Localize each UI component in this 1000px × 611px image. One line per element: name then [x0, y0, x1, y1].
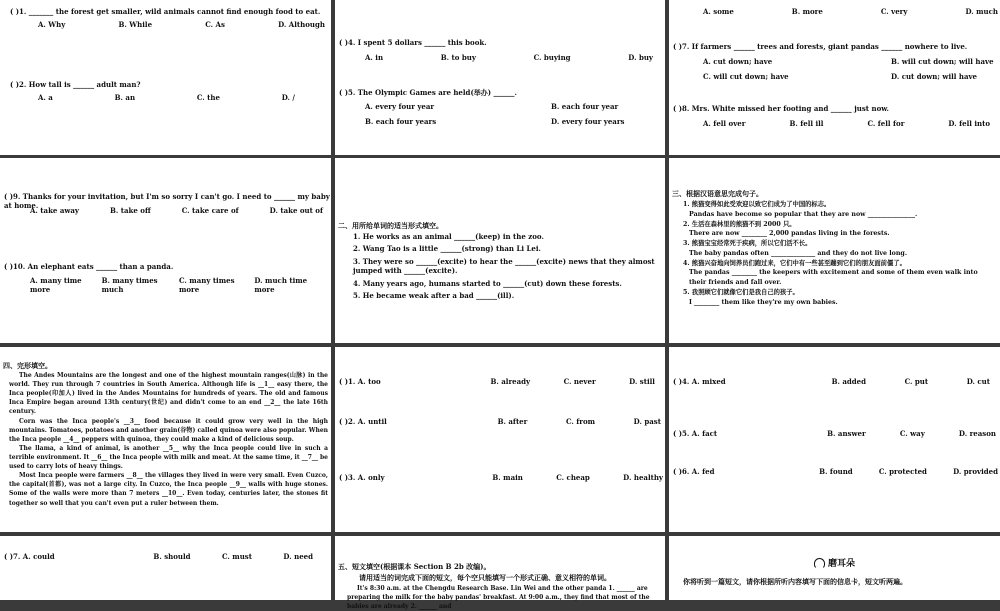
passage-paragraph: Most Inca people were farmers __8__ the villages they lived in were very small. Even Cuzco, the capital(首都), was not a large city. In Cuzco, the Inca people __9__ walls with huge stones. Some of the walls were more than 7 meters __10__. Even today, centuries later, the stones fit together so well that you can't even put a ruler between them.	[9, 472, 328, 507]
option: C. buying	[533, 53, 571, 62]
option: C. protected	[878, 467, 927, 476]
option: D. Although	[278, 20, 325, 29]
question-7: ( )7. If farmers ______ trees and forests, giant pandas ______ nowhere to live.	[673, 42, 968, 51]
headphone-icon	[814, 558, 825, 569]
slide-4	[0, 158, 331, 343]
passage-paragraph: The Andes Mountains are the longest and one of the highest mountain ranges(山脉) in the world. They run through 7 countries in South America. Although life is __1__ easy there, the Inca people(印加人) lived in the Andes Mountains for hundreds of years. The old and famous Inca Empire began around 13th century(世纪) and didn't come to an end __2__ the late 16th century.	[9, 372, 328, 416]
option: C. never	[563, 377, 596, 386]
section-title: 磨耳朵	[827, 559, 855, 569]
cloze-question: ( )4. A. mixed	[673, 377, 726, 386]
slide-1	[0, 0, 331, 155]
translate-en: There are now ________ 2,000 pandas living in the forests.	[689, 230, 890, 238]
translate-en: Pandas have become so popular that they are now _______________.	[689, 210, 918, 218]
cloze-question: ( )2. A. until	[339, 417, 387, 426]
option: D. much	[965, 7, 998, 16]
translate-en: The pandas ________ the keepers with excitement and some of them even walk into their friends and fall over.	[689, 269, 978, 286]
option: C. put	[904, 377, 929, 386]
option: C. fell for	[867, 119, 905, 128]
question-2: ( )2. How tall is ______ adult man?	[10, 80, 141, 89]
section-title: 四、完形填空。	[3, 361, 52, 370]
option: B. after	[497, 417, 528, 426]
option: D. /	[281, 93, 295, 102]
slide-10	[0, 536, 331, 600]
cloze-question: ( )7. A. could	[4, 552, 55, 561]
section-instructions: 你将听到一篇短文，请你根据所听内容填写下面的信息卡，短文听两遍。	[683, 577, 907, 586]
option: B. answer	[827, 429, 866, 438]
slide-6	[669, 158, 1000, 343]
option: A. in	[365, 53, 384, 62]
cloze-question: ( )6. A. fed	[673, 467, 715, 476]
translate-cn: 2. 生活在森林里的熊猫不到 2000 只。	[683, 220, 796, 228]
option: D. take out of	[269, 206, 323, 215]
option: A. every four year	[365, 102, 435, 111]
option: C. many times more	[178, 276, 235, 295]
section-instructions: 请用适当的词完成下面的短文，每个空只能填写一个形式正确、意义相符的单词。	[359, 573, 611, 582]
option: B. an	[114, 93, 136, 102]
option: D. much time more	[254, 276, 308, 295]
fill-item: 3. They were so ______(excite) to hear the ______(excite) news that they almost jumped with ______(excite).	[353, 256, 655, 276]
option: A. many time more	[30, 276, 82, 295]
cloze-question: ( )1. A. too	[339, 377, 381, 386]
section-title: 五、短文填空(根据课本 Section B 2b 改编)。	[338, 562, 491, 571]
option: B. found	[819, 467, 853, 476]
cloze-question: ( )3. A. only	[339, 473, 385, 482]
option: B. fell ill	[789, 119, 824, 128]
option: D. healthy	[623, 473, 663, 482]
option: D. every four years	[551, 117, 625, 126]
option: B. each four years	[365, 117, 437, 126]
option: A. cut down; have	[703, 57, 773, 66]
option: C. take care of	[181, 206, 239, 215]
passage-text: It's 8:30 a.m. at the Chengdu Research Base. Lin Wei and the other panda 1. ______ are preparing the milk for the baby pandas' breakfast. At 9:00 a.m., they find that most of the babies are already 2. ______ and	[347, 585, 650, 610]
slide-2	[335, 0, 665, 155]
option: B. already	[490, 377, 531, 386]
fill-item: 4. Many years ago, humans started to ______(cut) down these forests.	[353, 278, 622, 288]
cloze-question: ( )5. A. fact	[673, 429, 718, 438]
option: B. take off	[110, 206, 151, 215]
translate-en: I ________ them like they're my own babies.	[689, 298, 838, 306]
fill-item: 2. Wang Tao is a little ______(strong) than Li Lei.	[353, 244, 541, 254]
option: D. cut down; will have	[891, 72, 978, 81]
option: A. fell over	[703, 119, 746, 128]
option: A. some	[703, 7, 734, 16]
option: B. will cut down; will have	[891, 57, 994, 66]
option: D. fell into	[948, 119, 990, 128]
option: C. cheap	[556, 473, 590, 482]
option: B. more	[791, 7, 823, 16]
translate-cn: 1. 熊猫变得如此受欢迎以致它们成为了中国的标志。	[683, 201, 831, 208]
slide-9	[669, 347, 1000, 532]
slide-7	[0, 347, 331, 532]
option: C. way	[899, 429, 925, 438]
section-title: 三、根据汉语意思完成句子。	[672, 189, 763, 198]
option: D. reason	[958, 429, 996, 438]
option: D. past	[633, 417, 661, 426]
translate-cn: 5. 我照顾它们就像它们是我自己的孩子。	[683, 288, 799, 296]
option: C. from	[565, 417, 596, 426]
translate-cn: 4. 熊猫兴奋地向饲养员们跑过来，它们中有一些甚至蹦到它们的朋友面前僵了。	[683, 259, 906, 267]
option: A. a	[38, 93, 53, 102]
question-10: ( )10. An elephant eats ______ than a panda.	[4, 262, 174, 271]
option: B. should	[153, 552, 191, 561]
translate-cn: 3. 熊猫宝宝经常死于疾病，所以它们活不长。	[683, 240, 812, 247]
option: D. cut	[966, 377, 990, 386]
translate-en: The baby pandas often ______________ and they do not live long.	[689, 249, 908, 257]
slide-12	[669, 536, 1000, 600]
question-5: ( )5. The Olympic Games are held(举办) ______.	[339, 88, 517, 97]
passage-paragraph: The llama, a kind of animal, is another __5__ why the Inca people could live in such a terrible environment. It __6__ the Inca people with milk and meat. At the same time, it __7__ be used to carry lots of heavy things.	[9, 444, 328, 471]
option: A. Why	[38, 20, 66, 29]
slide-3	[669, 0, 1000, 155]
option: D. need	[283, 552, 313, 561]
section-title: 二、用所给单词的适当形式填空。	[338, 221, 443, 230]
option: B. main	[492, 473, 523, 482]
question-1: ( )1. _______ the forest get smaller, wild animals cannot find enough food to eat.	[10, 7, 321, 16]
option: B. added	[831, 377, 867, 386]
fill-item: 5. He became weak after a bad ______(ill).	[353, 291, 515, 301]
option: A. take away	[30, 206, 79, 215]
slide-5	[335, 158, 665, 343]
slide-11	[335, 536, 665, 610]
question-9: ( )9. Thanks for your invitation, but I'm so sorry I can't go. I need to ______ my baby at home.	[4, 192, 330, 211]
option: D. provided	[953, 467, 998, 476]
passage-paragraph: Corn was the Inca people's __3__ food because it could grow very well in the high mountains. Tomatoes, potatoes and another grain(谷物) called quinoa were also popular. When the Inca people __4__ peppers with quinoa, they could make a kind of delicious soup.	[9, 417, 328, 443]
question-8: ( )8. Mrs. White missed her footing and ______ just now.	[673, 104, 889, 113]
option: C. the	[196, 93, 220, 102]
question-4: ( )4. I spent 5 dollars ______ this book.	[339, 38, 487, 47]
option: C. very	[880, 7, 908, 16]
option: C. must	[221, 552, 252, 561]
option: B. many times much	[101, 276, 158, 295]
option: B. While	[118, 20, 153, 29]
option: B. to buy	[440, 53, 476, 62]
option: C. will cut down; have	[703, 72, 789, 81]
option: C. As	[205, 20, 225, 29]
option: D. buy	[628, 53, 653, 62]
slide-8	[335, 347, 665, 532]
option: B. each four year	[551, 102, 619, 111]
fill-item: 1. He works as an animal ______(keep) in the zoo.	[353, 232, 544, 241]
option: D. still	[629, 377, 655, 386]
